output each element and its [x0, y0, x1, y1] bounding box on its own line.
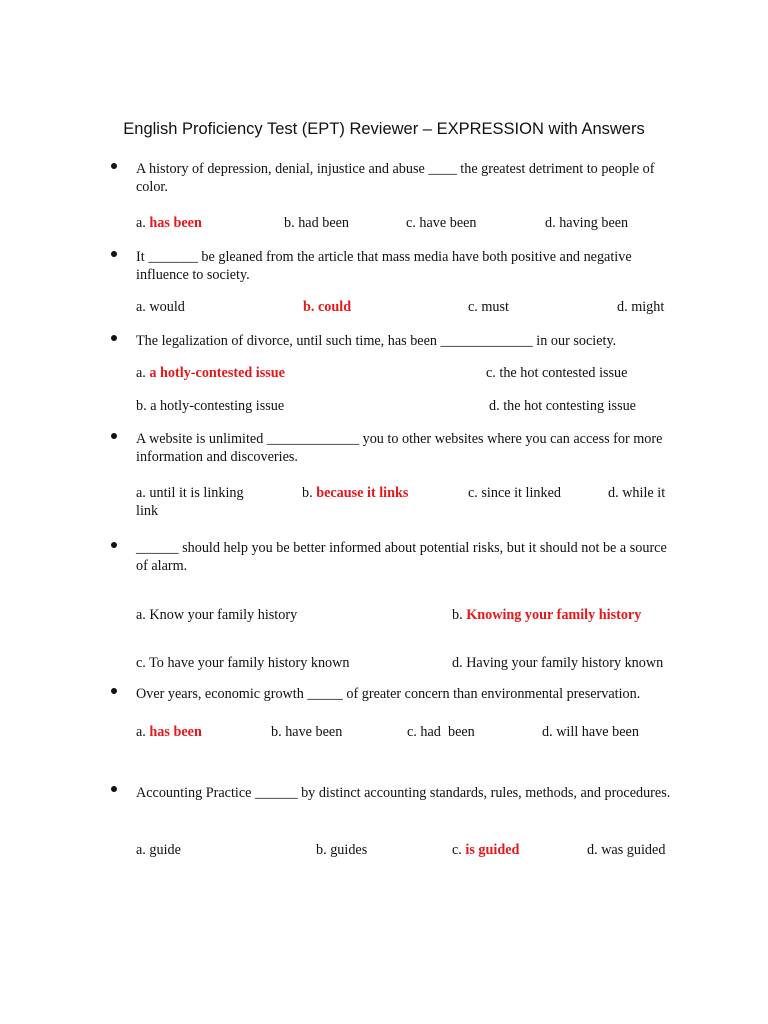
- option-a: [136, 214, 202, 232]
- option-d: d. Having your family history known: [452, 655, 664, 671]
- option-c: c. had been: [407, 724, 475, 740]
- option-a: a. guide: [136, 842, 181, 858]
- option-a: a. would: [136, 299, 185, 315]
- correct-answer: a hotly-contested issue: [149, 365, 285, 381]
- option-letter: b.: [452, 607, 463, 623]
- option-d: d. will have been: [542, 724, 639, 740]
- question-stem: Accounting Practice ______ by distinct accounting standards, rules, methods, and procedures.: [136, 785, 671, 801]
- option-letter: c.: [452, 842, 462, 858]
- option-a: [136, 723, 202, 741]
- question-stem: Over years, economic growth _____ of greater concern than environmental preservation.: [136, 686, 641, 702]
- correct-answer: has been: [149, 215, 202, 231]
- option-d: d. having been: [545, 215, 629, 231]
- option-d: d. while it link: [136, 485, 666, 519]
- option-c: c. To have your family history known: [136, 655, 350, 671]
- option-d: d. might: [617, 299, 665, 315]
- correct-answer: because it links: [316, 485, 409, 501]
- page-title: English Proficiency Test (EPT) Reviewer – EXPRESSION with Answers: [123, 120, 645, 138]
- option-c: c. the hot contested issue: [486, 365, 628, 381]
- bullet-icon: [111, 433, 117, 439]
- option-d: d. was guided: [587, 842, 666, 858]
- correct-answer: has been: [149, 724, 202, 740]
- question-stem: A history of depression, denial, injustice and abuse ____ the greatest detriment to people of color.: [136, 161, 655, 195]
- correct-answer: Knowing your family history: [466, 607, 642, 623]
- option-b: b. had been: [284, 215, 350, 231]
- question-stem: A website is unlimited _____________ you to other websites where you can access for more information and discoveries.: [136, 431, 663, 465]
- option-d: d. the hot contesting issue: [489, 398, 636, 414]
- question-stem: The legalization of divorce, until such time, has been _____________ in our society.: [136, 333, 617, 349]
- bullet-icon: [111, 786, 117, 792]
- option-letter: a.: [136, 215, 146, 231]
- option-letter: a.: [136, 365, 146, 381]
- option-c: [452, 841, 519, 859]
- bullet-icon: [111, 251, 117, 257]
- option-c: c. must: [468, 299, 509, 315]
- question-stem: ______ should help you be better informed about potential risks, but it should not be a source of alarm.: [136, 540, 667, 574]
- correct-answer: is guided: [465, 842, 520, 858]
- option-b: b. a hotly-contesting issue: [136, 398, 285, 414]
- bullet-icon: [111, 688, 117, 694]
- correct-answer: b. could: [303, 299, 352, 315]
- option-c: c. since it linked: [468, 485, 561, 501]
- bullet-icon: [111, 163, 117, 169]
- option-letter: a.: [136, 724, 146, 740]
- option-b: b. have been: [271, 724, 343, 740]
- question-stem: It _______ be gleaned from the article that mass media have both positive and negative influence to society.: [136, 249, 632, 283]
- bullet-icon: [111, 542, 117, 548]
- bullet-icon: [111, 335, 117, 341]
- option-a: [136, 364, 285, 382]
- option-a: a. until it is linking: [136, 485, 244, 501]
- option-c: c. have been: [406, 215, 477, 231]
- option-letter: b.: [302, 485, 313, 501]
- option-b: [452, 606, 641, 624]
- option-b: b. guides: [316, 842, 368, 858]
- option-a: a. Know your family history: [136, 607, 298, 623]
